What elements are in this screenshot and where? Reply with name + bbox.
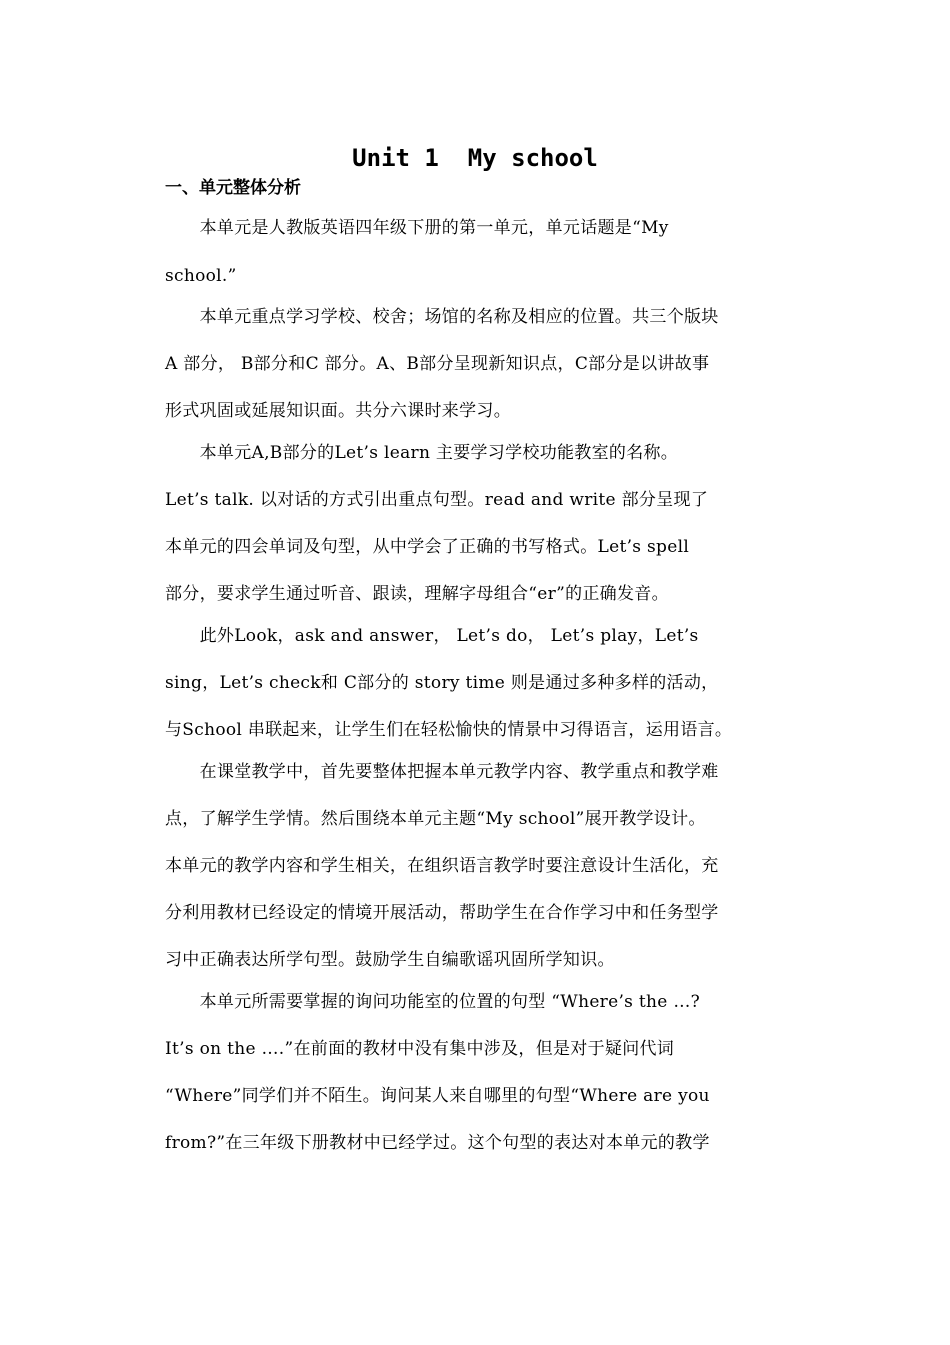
paragraph-line: 分利用教材已经设定的情境开展活动，帮助学生在合作学习中和任务型学	[165, 903, 719, 923]
paragraph-line: Let’s talk. 以对话的方式引出重点句型。read and write 部分呈现了	[165, 490, 709, 510]
paragraph-line: sing，Let’s check和 C部分的 story time 则是通过多种多样的活动，	[165, 673, 719, 693]
paragraph-line: 本单元的教学内容和学生相关，在组织语言教学时要注意设计生活化，充	[165, 856, 719, 876]
paragraph-line: 形式巩固或延展知识面。共分六课时来学习。	[165, 401, 511, 421]
paragraph-line: 点，了解学生学情。然后围绕本单元主题“My school”展开教学设计。	[165, 809, 706, 829]
section-heading: 一、单元整体分析	[165, 178, 301, 198]
paragraph-line: from?”在三年级下册教材中已经学过。这个句型的表达对本单元的教学	[165, 1133, 710, 1153]
paragraph-line: 此外Look，ask and answer， Let’s do， Let’s play，Let’s	[165, 626, 699, 646]
paragraph-line: 本单元的四会单词及句型，从中学会了正确的书写格式。Let’s spell	[165, 537, 690, 557]
paragraph-line: It’s on the ….”在前面的教材中没有集中涉及，但是对于疑问代词	[165, 1039, 675, 1059]
paragraph-line: A 部分， B部分和C 部分。A、B部分呈现新知识点，C部分是以讲故事	[165, 354, 710, 374]
paragraph-line: school.”	[165, 266, 237, 286]
paragraph-line: 本单元A,B部分的Let’s learn 主要学习学校功能教室的名称。	[165, 443, 679, 463]
paragraph-line: 本单元所需要掌握的询问功能室的位置的句型 “Where’s the …?	[165, 992, 701, 1012]
paragraph-line: 习中正确表达所学句型。鼓励学生自编歌谣巩固所学知识。	[165, 950, 615, 970]
paragraph-line: 在课堂教学中，首先要整体把握本单元教学内容、教学重点和教学难	[165, 762, 719, 782]
paragraph-line: “Where”同学们并不陌生。询问某人来自哪里的句型“Where are you	[165, 1086, 710, 1106]
paragraph-line: 部分，要求学生通过听音、跟读，理解字母组合“er”的正确发音。	[165, 584, 669, 604]
paragraph-line: 本单元是人教版英语四年级下册的第一单元，单元话题是“My	[165, 218, 669, 238]
paragraph-line: 与School 串联起来，让学生们在轻松愉快的情景中习得语言，运用语言。	[165, 720, 733, 740]
paragraph-line: 本单元重点学习学校、校舍；场馆的名称及相应的位置。共三个版块	[165, 307, 719, 327]
document-title: Unit 1 My school	[352, 144, 598, 172]
